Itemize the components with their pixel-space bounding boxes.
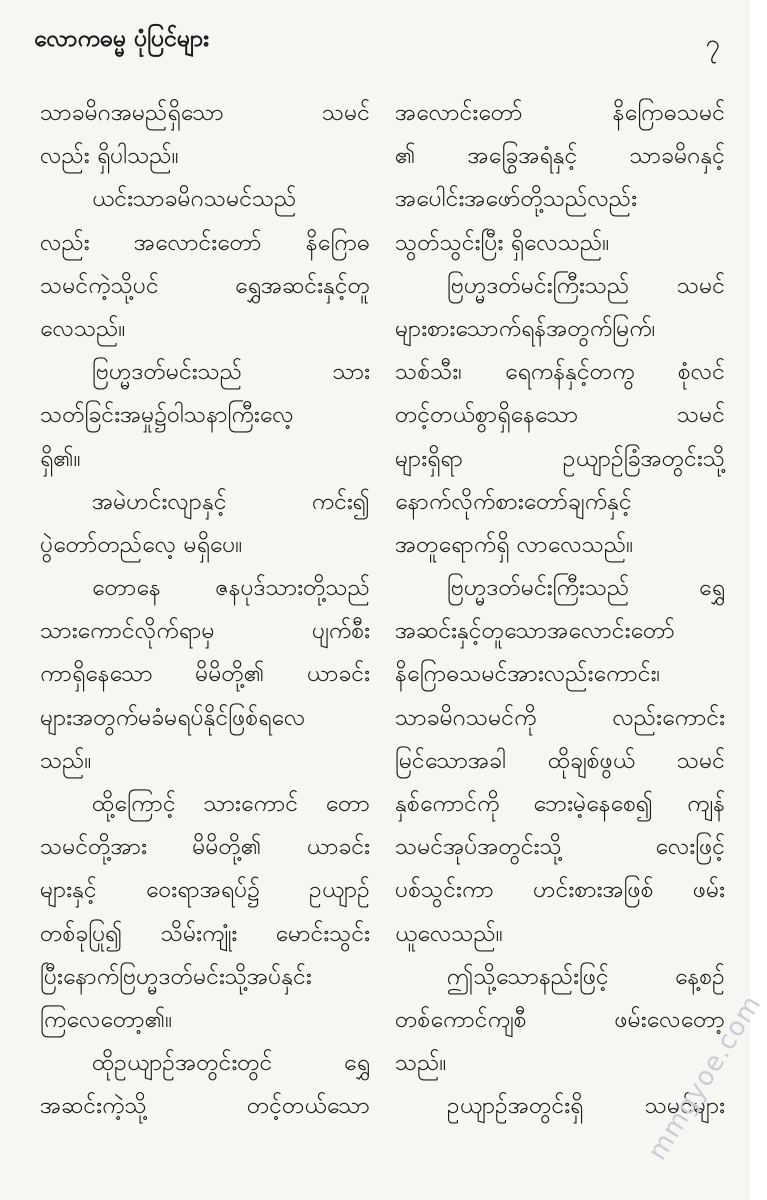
- text-line: သည်။: [40, 747, 92, 774]
- page-header: [34, 18, 724, 62]
- text-line: အမဲဟင်းလျာနှင့် ကင်း၍: [92, 488, 370, 515]
- text-line: ဥယျာဉ်အတွင်းရှိ သမင်များ: [447, 1093, 725, 1120]
- text-line: များနှင့် ဝေးရာအရပ်၌ ဥယျာဉ်: [40, 877, 370, 904]
- text-line: ဗြဟ္မဒတ်မင်းသည် သား: [92, 359, 370, 386]
- text-line: အလောင်းတော် နိဂြောဓသမင်: [395, 100, 725, 126]
- text-line: အဆင်းကဲ့သို့ တင့်တယ်သော: [40, 1093, 370, 1120]
- text-line: နှစ်ကောင်ကို ဘေးမဲ့နေစေ၍ ကျန်: [395, 791, 725, 817]
- text-line: လည်း အလောင်းတော် နိဂြောဓ: [40, 229, 370, 256]
- text-line: သတ်ခြင်းအမှု၌ဝါသနာကြီးလေ့: [40, 402, 294, 429]
- text-line: ဤသို့သောနည်းဖြင့် နေ့စဉ်: [447, 963, 725, 990]
- page-number: ၇: [705, 29, 720, 59]
- site-watermark: mmgyoe.com: [642, 990, 767, 1166]
- text-line: တစ်ခုပြု၍ သိမ်းကျုံး မောင်းသွင်း: [40, 920, 370, 947]
- text-line: ပြီးနောက်ဗြဟ္မဒတ်မင်းသို့အပ်နှင်း: [40, 963, 312, 990]
- right-text-column: [395, 92, 725, 1129]
- text-line: သမင်ကဲ့သို့ပင် ရွှေအဆင်းနှင့်တူ: [40, 272, 370, 299]
- text-line: ရှိ၏။: [40, 445, 81, 472]
- text-line: သားကောင်လိုက်ရာမှ ပျက်စီး: [40, 618, 370, 645]
- text-line: ၏ အခြွေအရံနှင့် သာခမိဂနှင့်: [395, 143, 725, 170]
- text-line: တင့်တယ်စွာရှိနေသော သမင်: [395, 402, 725, 429]
- text-line: ပစ်သွင်းကာ ဟင်းစားအဖြစ် ဖမ်း: [395, 877, 725, 904]
- text-line: နောက်လိုက်စားတော်ချက်နှင့်: [395, 488, 632, 515]
- text-line: သွတ်သွင်းပြီး ရှိလေသည်။: [395, 229, 610, 256]
- text-line: အဆင်းနှင့်တူသောအလောင်းတော်: [395, 618, 675, 645]
- running-title: လောကဓမ္မ ပုံပြင်များ: [34, 26, 210, 52]
- text-line: သာခမိဂသမင်ကို လည်းကောင်း: [395, 704, 725, 731]
- text-line: ထို့ကြောင့် သားကောင် တော: [92, 791, 370, 817]
- text-line: တစ်ကောင်ကျစီ ဖမ်းလေတော့: [395, 1006, 725, 1033]
- text-line: မြင်သောအခါ ထိုချစ်ဖွယ် သမင်: [395, 747, 725, 774]
- text-line: များရှိရာ ဥယျာဉ်ခြံအတွင်းသို့: [395, 445, 725, 472]
- text-line: လေသည်။: [40, 315, 126, 342]
- text-line: အတူရောက်ရှိ လာလေသည်။: [395, 531, 634, 558]
- text-line: သာခမိဂအမည်ရှိသော သမင်: [40, 100, 370, 126]
- text-line: သမင်အုပ်အတွင်းသို့ လေးဖြင့်: [395, 834, 725, 861]
- left-text-column: [40, 92, 370, 1129]
- text-line: ကာရှိနေသော မိမိတို့၏ ယာခင်း: [40, 661, 370, 688]
- text-line: ပွဲတော်တည်လေ့ မရှိပေ။: [40, 531, 243, 558]
- text-line: ဗြဟ္မဒတ်မင်းကြီးသည် ရွှေ: [447, 575, 725, 602]
- text-line: နိဂြောဓသမင်အားလည်းကောင်း၊: [395, 661, 661, 688]
- text-line: တောနေ ဇနပုဒ်သားတို့သည်: [92, 575, 370, 602]
- text-line: အပေါင်းအဖော်တို့သည်လည်း: [395, 186, 637, 213]
- text-line: ကြလေတော့၏။: [40, 1006, 173, 1033]
- text-line: သမင်တို့အား မိမိတို့၏ ယာခင်း: [40, 834, 370, 861]
- text-line: သည်။: [395, 1050, 447, 1077]
- text-line: သစ်သီး၊ ရေကန်နှင့်တကွ စုံလင်: [395, 359, 725, 386]
- text-line: လည်း ရှိပါသည်။: [40, 143, 179, 170]
- text-line: များစားသောက်ရန်အတွက်မြက်၊: [395, 315, 656, 342]
- text-line: များအတွက်မခံမရပ်နိုင်ဖြစ်ရလေ: [40, 704, 306, 731]
- text-line: ယင်းသာခမိဂသမင်သည်: [92, 186, 297, 213]
- text-line: ထိုဥယျာဉ်အတွင်းတွင် ရွှေ: [92, 1050, 370, 1077]
- text-line: ဗြဟ္မဒတ်မင်းကြီးသည် သမင်: [447, 272, 725, 299]
- text-line: ယူလေသည်။: [395, 920, 503, 947]
